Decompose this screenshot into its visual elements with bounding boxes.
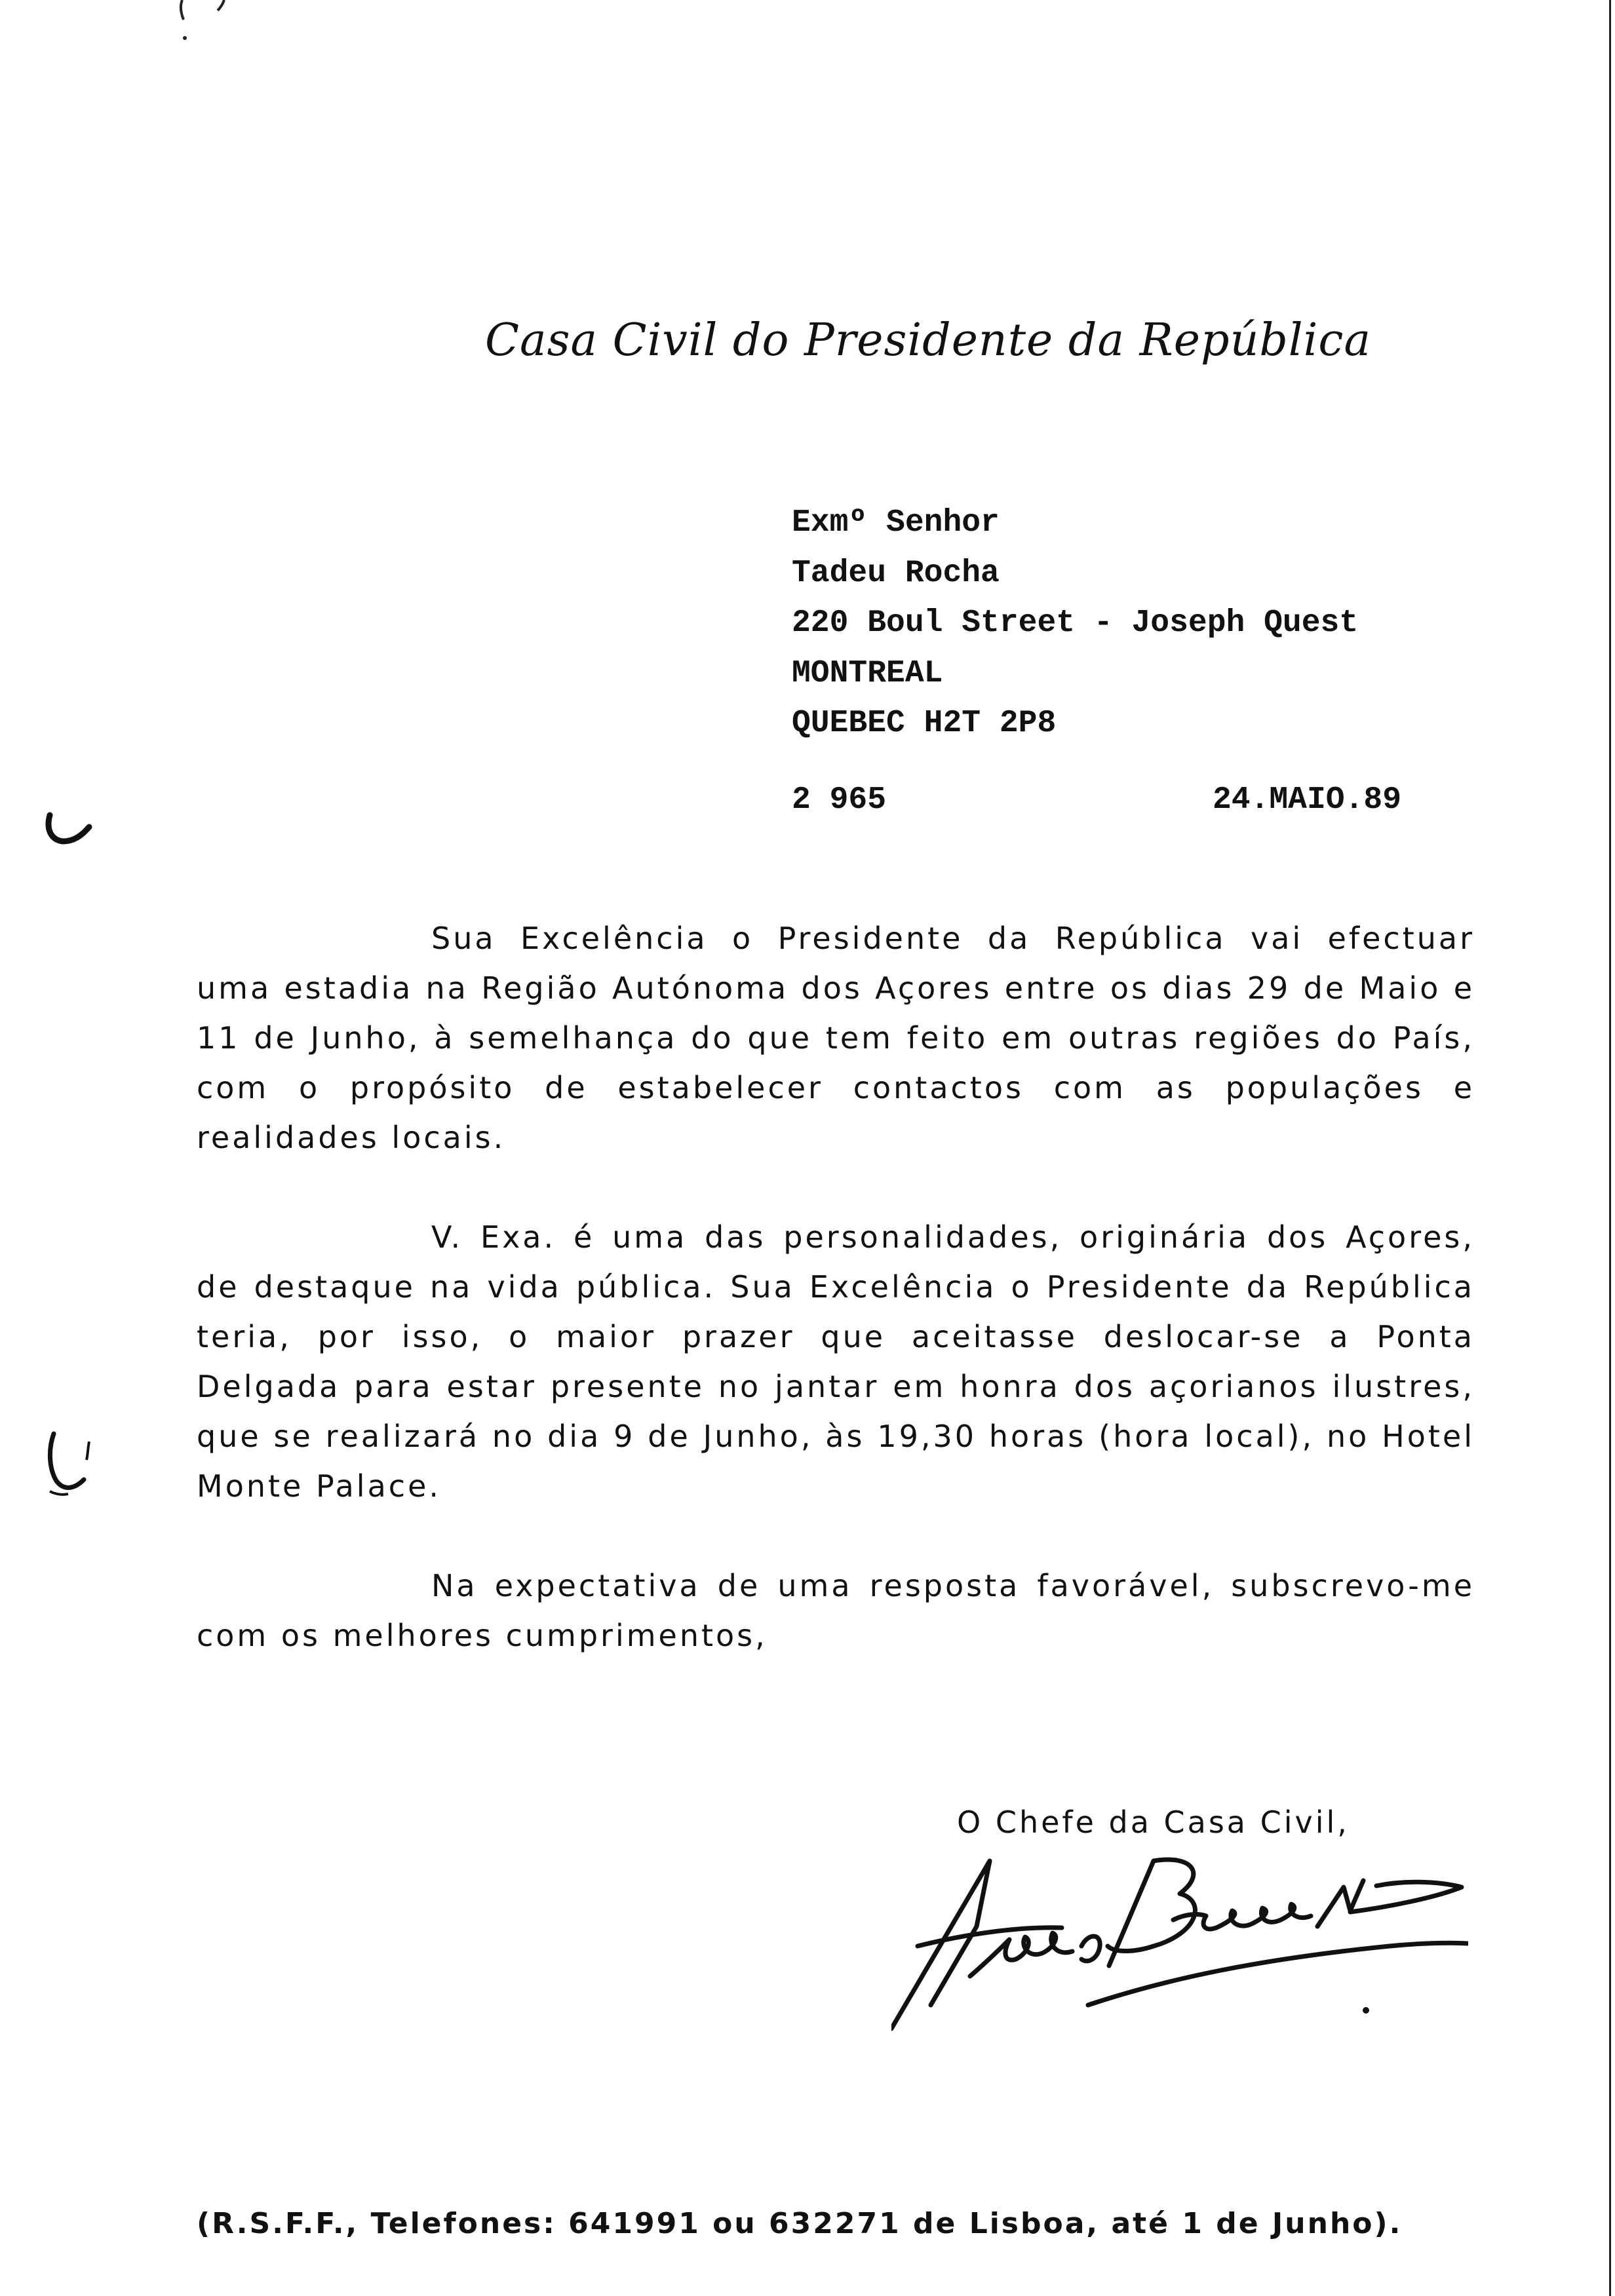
recipient-region: QUEBEC H2T 2P8 xyxy=(792,706,1057,741)
letter-date: 24.MAIO.89 xyxy=(1212,782,1401,818)
corner-pen-mark xyxy=(177,0,236,46)
letterhead-title: Casa Civil do Presidente da República xyxy=(485,315,1372,366)
reference-line xyxy=(792,782,1401,818)
margin-pen-mark xyxy=(42,1428,101,1501)
recipient-city: MONTREAL xyxy=(792,655,943,691)
recipient-name: Tadeu Rocha xyxy=(792,555,1000,591)
recipient-address xyxy=(792,498,1358,749)
recipient-salutation: Exmº Senhor xyxy=(792,505,1000,541)
recipient-street: 220 Boul Street - Joseph Quest xyxy=(792,605,1359,641)
letter-body xyxy=(197,913,1475,1710)
footer-note: (R.S.F.F., Telefones: 641991 ou 632271 de Lisboa, até 1 de Junho). xyxy=(197,2207,1403,2240)
body-paragraph-2: V. Exa. é uma das personalidades, originária dos Açores, de destaque na vida pública. Sua Excelência o Presidente da República teria, por isso, o maior prazer que aceitasse deslocar-se a Ponta Delgada para estar presente no jantar em honra dos açorianos ilustres, que se realizará no dia 9 de Junho, às 19,30 horas (hora local), no Hotel Monte Palace. xyxy=(197,1219,1475,1504)
body-paragraph-3: Na expectativa de uma resposta favorável, subscrevo-me com os melhores cumprimentos, xyxy=(197,1568,1475,1653)
reference-number: 2 965 xyxy=(792,782,887,818)
closing-line: O Chefe da Casa Civil, xyxy=(957,1805,1350,1840)
margin-hole-punch-mark xyxy=(43,810,96,849)
page-edge-line xyxy=(1609,0,1611,2296)
handwritten-signature xyxy=(891,1848,1468,2044)
body-paragraph-1: Sua Excelência o Presidente da República vai efectuar uma estadia na Região Autónoma dos Açores entre os dias 29 de Maio e 11 de Junho, à semelhança do que tem feito em outras regiões do País, com o propósito de estabelecer contactos com as populações e realidades locais. xyxy=(197,921,1475,1155)
